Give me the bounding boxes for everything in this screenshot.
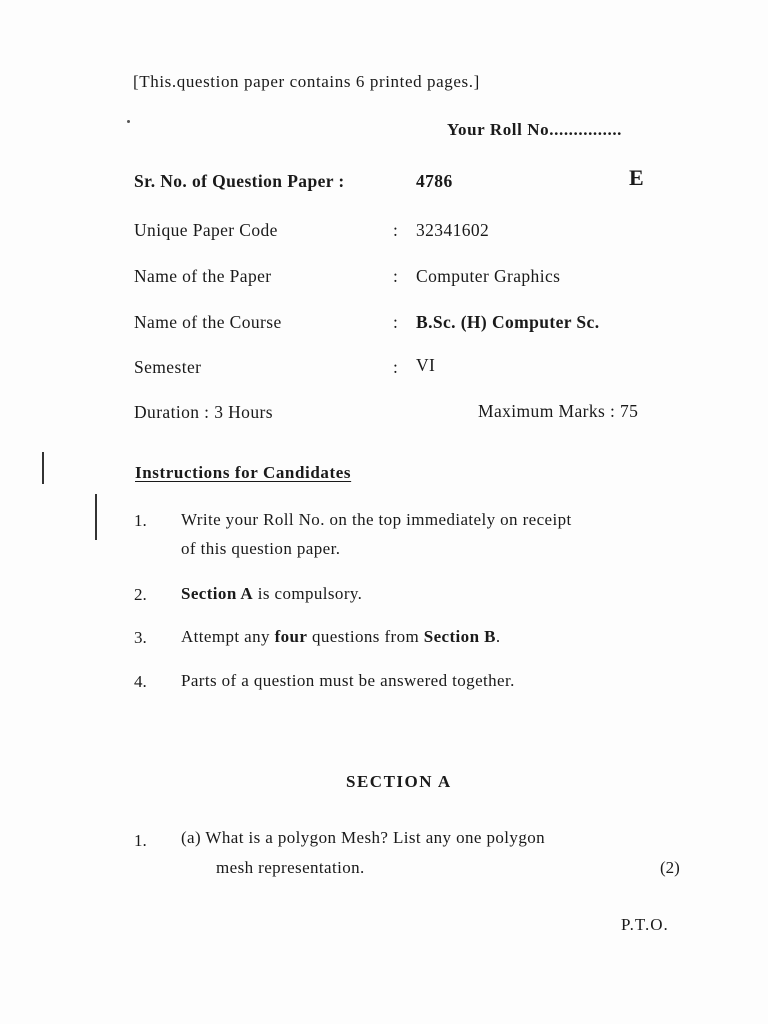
instruction-rest: is compulsory. [253, 584, 363, 603]
instruction-text [181, 579, 362, 608]
instruction-part: Attempt any [181, 627, 275, 646]
meta-label: Semester [134, 357, 202, 377]
meta-label: Name of the Course [134, 312, 282, 332]
instruction-part: . [495, 627, 501, 646]
instruction-text [181, 622, 500, 651]
instruction-bold: Section B [423, 627, 496, 646]
meta-colon: : [393, 357, 398, 377]
instruction-number: 2. [134, 585, 147, 604]
section-title: SECTION A [346, 772, 452, 791]
instructions-heading: Instructions for Candidates [135, 463, 352, 482]
sr-no-label: Sr. No. of Question Paper : [134, 171, 345, 191]
question-line: mesh representation. [216, 858, 365, 877]
question-marks: (2) [660, 858, 680, 877]
meta-colon: : [393, 266, 398, 286]
meta-value: VI [416, 355, 436, 375]
instruction-number: 1. [134, 511, 147, 530]
question-number: 1. [134, 831, 147, 850]
instruction-bold: four [274, 627, 308, 646]
meta-label: Unique Paper Code [134, 220, 278, 240]
instruction-text [181, 505, 572, 563]
roll-no-field: Your Roll No............... [447, 120, 623, 139]
set-letter: E [629, 165, 644, 190]
instruction-number: 4. [134, 672, 147, 691]
meta-value: B.Sc. (H) Computer Sc. [416, 312, 600, 332]
meta-value: Computer Graphics [416, 266, 561, 286]
instruction-line: Write your Roll No. on the top immediately on receipt [181, 510, 572, 529]
question-line: (a) What is a polygon Mesh? List any one polygon [181, 828, 546, 847]
instruction-bold: Section A [181, 584, 254, 603]
instruction-number: 3. [134, 628, 147, 647]
meta-label: Name of the Paper [134, 266, 272, 286]
instruction-part: questions from [307, 627, 424, 646]
margin-mark [95, 494, 97, 540]
sr-no-value: 4786 [416, 171, 453, 191]
meta-colon: : [393, 220, 398, 240]
scan-speck [127, 120, 130, 123]
margin-mark [42, 452, 44, 484]
pto-note: P.T.O. [621, 915, 669, 934]
meta-value: 32341602 [416, 220, 490, 240]
duration: Duration : 3 Hours [134, 402, 273, 422]
pages-note: [This.question paper contains 6 printed pages.] [133, 72, 480, 91]
max-marks: Maximum Marks : 75 [478, 401, 639, 421]
meta-colon: : [393, 312, 398, 332]
instruction-text: Parts of a question must be answered together. [181, 671, 515, 690]
instruction-line: of this question paper. [181, 539, 341, 558]
